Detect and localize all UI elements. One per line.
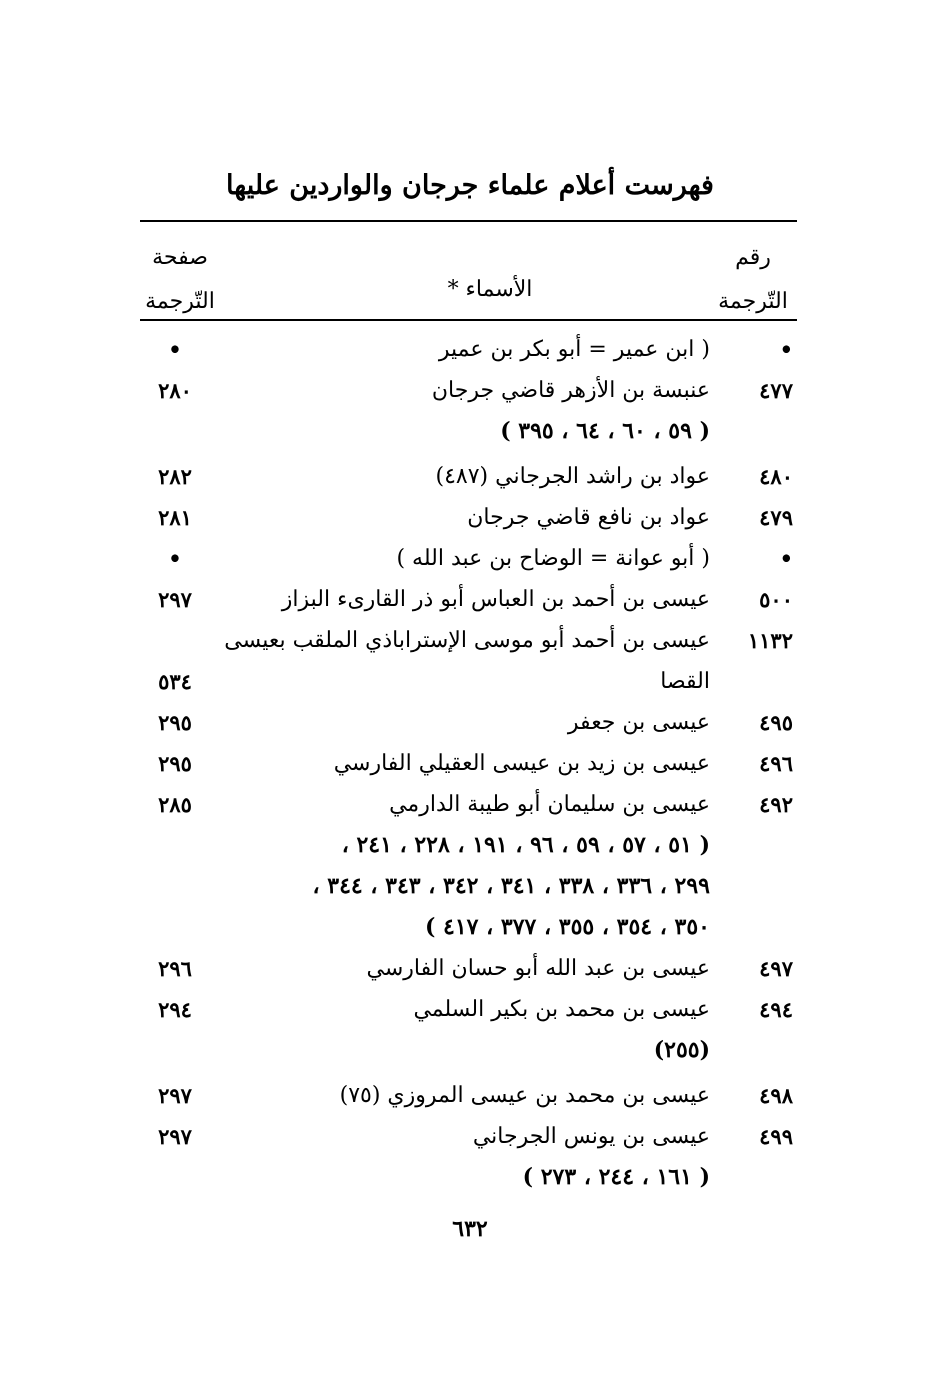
entry-name: عيسى بن جعفر [567, 710, 710, 735]
entry-number: ٤٨٠ [759, 464, 793, 489]
entry-name-block [215, 989, 710, 1071]
entry-name-block [215, 579, 710, 620]
entry-name: عيسى بن سليمان أبو طيبة الدارمي [389, 792, 710, 817]
index-entry [0, 989, 943, 1071]
entry-name-block [215, 620, 710, 702]
entry-page-number: • [168, 337, 182, 362]
entry-name: عواد بن راشد الجرجاني (٤٨٧) [435, 464, 710, 489]
page-label-line-1: صفحة [152, 245, 208, 270]
page-column-header [140, 236, 220, 324]
index-entry [0, 497, 943, 538]
index-entry [0, 370, 943, 452]
entry-name: ( أبو عوانة = الوضاح بن عبد الله ) [396, 546, 710, 571]
entry-number: ٤٩٧ [759, 956, 793, 981]
page-number: ٦٣٢ [452, 1216, 488, 1242]
entry-number-label-line-1: رقم [735, 245, 771, 270]
entry-page-number: ٢٨٠ [158, 378, 192, 403]
entry-references: ٢٩٩ ، ٣٣٦ ، ٣٣٨ ، ٣٤١ ، ٣٤٢ ، ٣٤٣ ، ٣٤٤ ، [312, 873, 710, 899]
entry-number: • [779, 546, 793, 571]
index-entry [0, 538, 943, 579]
entry-references: ( ١٦١ ، ٢٤٤ ، ٢٧٣ ) [522, 1164, 710, 1190]
entry-name-block [215, 784, 710, 948]
entry-page-number: ٢٨٥ [158, 792, 192, 817]
entry-page-number: ٢٩٥ [158, 710, 192, 735]
entry-number: ٤٧٩ [759, 505, 793, 530]
entry-page-number: ٢٩٦ [158, 956, 192, 981]
entry-page-number: ٢٨١ [158, 505, 192, 530]
index-entry [0, 1116, 943, 1198]
names-column-header: الأسماء * [447, 277, 533, 302]
entry-number: ٤٩٨ [759, 1083, 793, 1108]
entry-name: عيسى بن زيد بن عيسى العقيلي الفارسي [333, 751, 710, 776]
entry-references: ( ٥٩ ، ٦٠ ، ٦٤ ، ٣٩٥ ) [500, 418, 710, 444]
entry-page-number: ٢٩٥ [158, 751, 192, 776]
entry-name: عنبسة بن الأزهر قاضي جرجان [431, 378, 710, 403]
entry-number-column-header [713, 236, 793, 324]
entry-number: ٤٩٩ [759, 1124, 793, 1149]
entry-number: ٤٧٧ [759, 378, 793, 403]
entry-page-number: ٢٩٧ [158, 1124, 192, 1149]
entry-name-block [215, 743, 710, 784]
entry-number: ٤٩٢ [759, 792, 793, 817]
index-entry [0, 743, 943, 784]
index-entry [0, 329, 943, 370]
entry-name: ( ابن عمير = أبو بكر بن عمير [438, 337, 710, 362]
index-entry [0, 579, 943, 620]
entry-references: ٣٥٠ ، ٣٥٤ ، ٣٥٥ ، ٣٧٧ ، ٤١٧ ) [424, 914, 710, 940]
index-entry [0, 1075, 943, 1116]
entry-page-number: ٢٨٢ [158, 464, 192, 489]
entry-name: عواد بن نافع قاضي جرجان [467, 505, 710, 530]
entry-page-number: ٥٣٤ [158, 669, 192, 694]
entry-name: عيسى بن أحمد أبو موسى الإستراباذي الملقب بعيسى [224, 628, 710, 653]
index-entry [0, 948, 943, 989]
index-entry [0, 784, 943, 948]
entry-name: عيسى بن محمد بن عيسى المروزي (٧٥) [339, 1083, 710, 1108]
entry-name-block [215, 1075, 710, 1116]
header-bottom-rule [140, 319, 797, 321]
entry-number: • [779, 337, 793, 362]
entry-name: عيسى بن أحمد بن العباس أبو ذر القارىء البزاز [281, 587, 710, 612]
entry-name: عيسى بن محمد بن بكير السلمي [413, 997, 710, 1022]
entry-name: عيسى بن يونس الجرجاني [472, 1124, 710, 1149]
entry-references: ( ٥١ ، ٥٧ ، ٥٩ ، ٩٦ ، ١٩١ ، ٢٢٨ ، ٢٤١ ، [341, 832, 710, 858]
entry-name-block [215, 702, 710, 743]
entry-name-block [215, 370, 710, 452]
entry-number: ١١٣٢ [747, 628, 793, 653]
entry-number-label-line-2: التّرجمة [718, 289, 788, 314]
header-top-rule [140, 220, 797, 222]
entry-name: عيسى بن عبد الله أبو حسان الفارسي [366, 956, 710, 981]
entry-page-number: ٢٩٧ [158, 587, 192, 612]
entry-name-block [215, 329, 710, 370]
entry-name-block [215, 497, 710, 538]
entry-page-number: ٢٩٤ [158, 997, 192, 1022]
index-entry [0, 620, 943, 702]
entry-name-continued: القصا [660, 669, 710, 694]
entry-name-block [215, 948, 710, 989]
entry-page-number: • [168, 546, 182, 571]
entry-number: ٤٩٥ [759, 710, 793, 735]
entry-name-block [215, 538, 710, 579]
entry-page-number: ٢٩٧ [158, 1083, 192, 1108]
page-title: فهرست أعلام علماء جرجان والواردين عليها [226, 170, 714, 201]
page-label-line-2: التّرجمة [145, 289, 215, 314]
entry-name-block [215, 456, 710, 497]
entry-number: ٥٠٠ [759, 587, 793, 612]
entry-number: ٤٩٦ [759, 751, 793, 776]
entry-references: (٢٥٥) [653, 1037, 710, 1063]
entry-name-block [215, 1116, 710, 1198]
index-entry [0, 702, 943, 743]
index-entry [0, 456, 943, 497]
entry-number: ٤٩٤ [759, 997, 793, 1022]
index-entries [0, 329, 943, 1198]
